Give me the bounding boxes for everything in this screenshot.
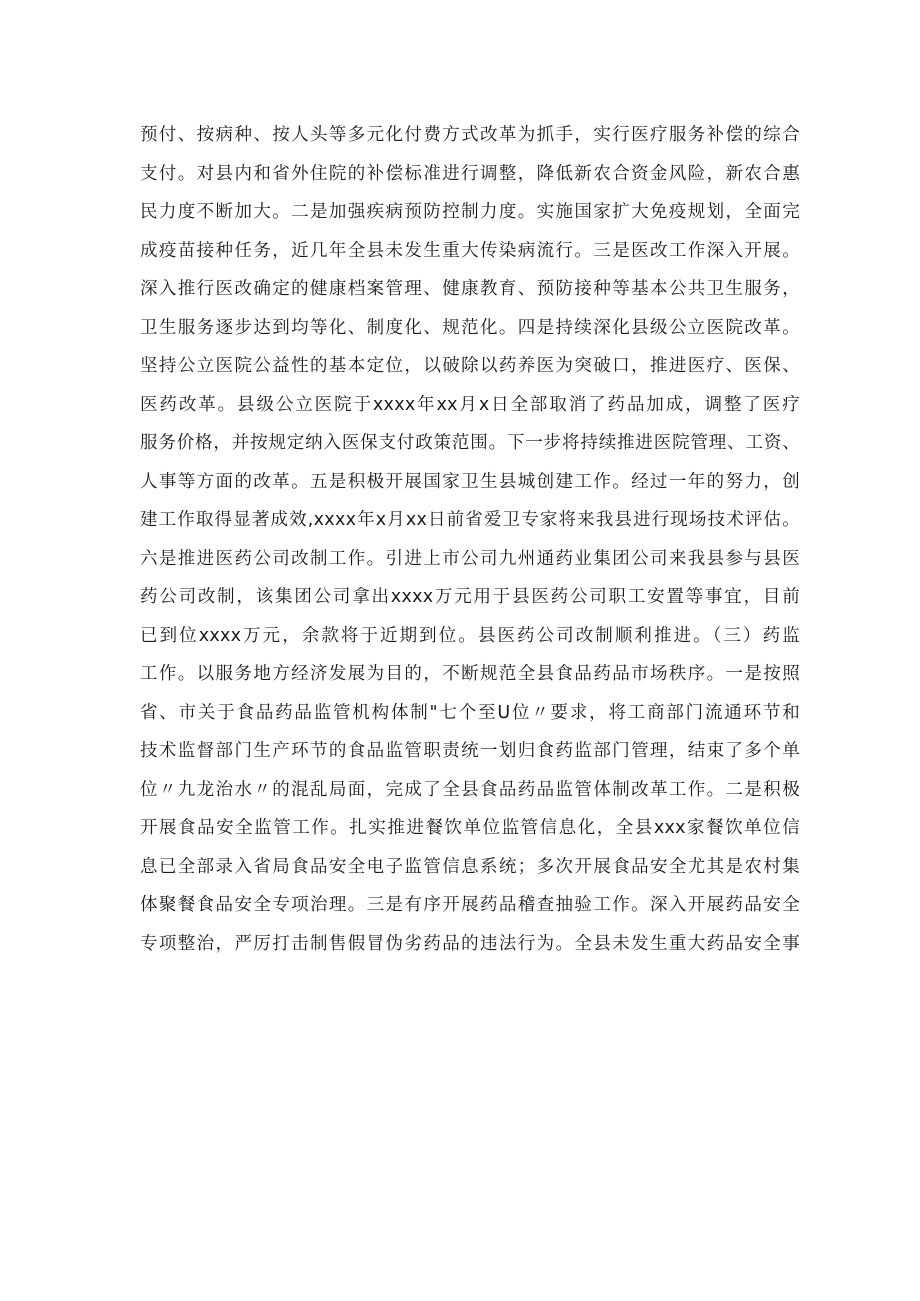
text-line: 深入推行医改确定的健康档案管理、健康教育、预防接种等基本公共卫生服务， bbox=[140, 279, 800, 299]
text-line: 预付、按病种、按人头等多元化付费方式改革为抓手，实行医疗服务补偿的综合 bbox=[140, 125, 800, 145]
text-line: 六是推进医药公司改制工作。引进上市公司九州通药业集团公司来我县参与县医 bbox=[140, 548, 800, 569]
text-line: 建工作取得显著成效,xxxx年x月xx日前省爱卫专家将来我县进行现场技术评估。 bbox=[140, 510, 800, 530]
text-line: 技术监督部门生产环节的食品监管职责统一划归食药监部门管理，结束了多个单 bbox=[140, 741, 800, 761]
text-line: 民力度不断加大。二是加强疾病预防控制力度。实施国家扩大免疫规划，全面完 bbox=[140, 202, 800, 222]
text-line: 已到位xxxx万元，余款将于近期到位。县医药公司改制顺利推进。（三）药监 bbox=[140, 625, 800, 646]
text-line: 人事等方面的改革。五是积极开展国家卫生县城创建工作。经过一年的努力，创 bbox=[140, 471, 800, 492]
text-line: 体聚餐食品安全专项治理。三是有序开展药品稽查抽验工作。深入开展药品安全 bbox=[140, 895, 800, 915]
text-line: 位〃九龙治水〃的混乱局面，完成了全县食品药品监管体制改革工作。二是积极 bbox=[140, 779, 800, 800]
text-line: 服务价格，并按规定纳入医保支付政策范围。下一步将持续推进医院管理、工资、 bbox=[140, 433, 800, 453]
text-line: 医药改革。县级公立医院于xxxx年xx月x日全部取消了药品加成，调整了医疗 bbox=[140, 394, 800, 415]
document-body bbox=[140, 116, 800, 963]
text-line: 卫生服务逐步达到均等化、制度化、规范化。四是持续深化县级公立医院改革。 bbox=[140, 317, 800, 338]
text-line: 工作。以服务地方经济发展为目的，不断规范全县食品药品市场秩序。一是按照 bbox=[140, 664, 800, 684]
text-line: 成疫苗接种任务，近几年全县未发生重大传染病流行。三是医改工作深入开展。 bbox=[140, 240, 800, 261]
text-line: 息已全部录入省局食品安全电子监管信息系统；多次开展食品安全尤其是农村集 bbox=[140, 856, 800, 877]
text-line: 省、市关于食品药品监管机构体制"七个至U位〃要求，将工商部门流通环节和 bbox=[140, 702, 800, 723]
text-line: 药公司改制，该集团公司拿出xxxx万元用于县医药公司职工安置等事宜，目前 bbox=[140, 587, 800, 607]
text-line: 专项整治，严厉打击制售假冒伪劣药品的违法行为。全县未发生重大药品安全事 bbox=[140, 933, 800, 954]
text-line: 开展食品安全监管工作。扎实推进餐饮单位监管信息化，全县xxx家餐饮单位信 bbox=[140, 818, 800, 838]
text-line: 坚持公立医院公益性的基本定位，以破除以药养医为突破口，推进医疗、医保、 bbox=[140, 356, 800, 376]
text-line: 支付。对县内和省外住院的补偿标准进行调整，降低新农合资金风险，新农合惠 bbox=[140, 163, 800, 184]
